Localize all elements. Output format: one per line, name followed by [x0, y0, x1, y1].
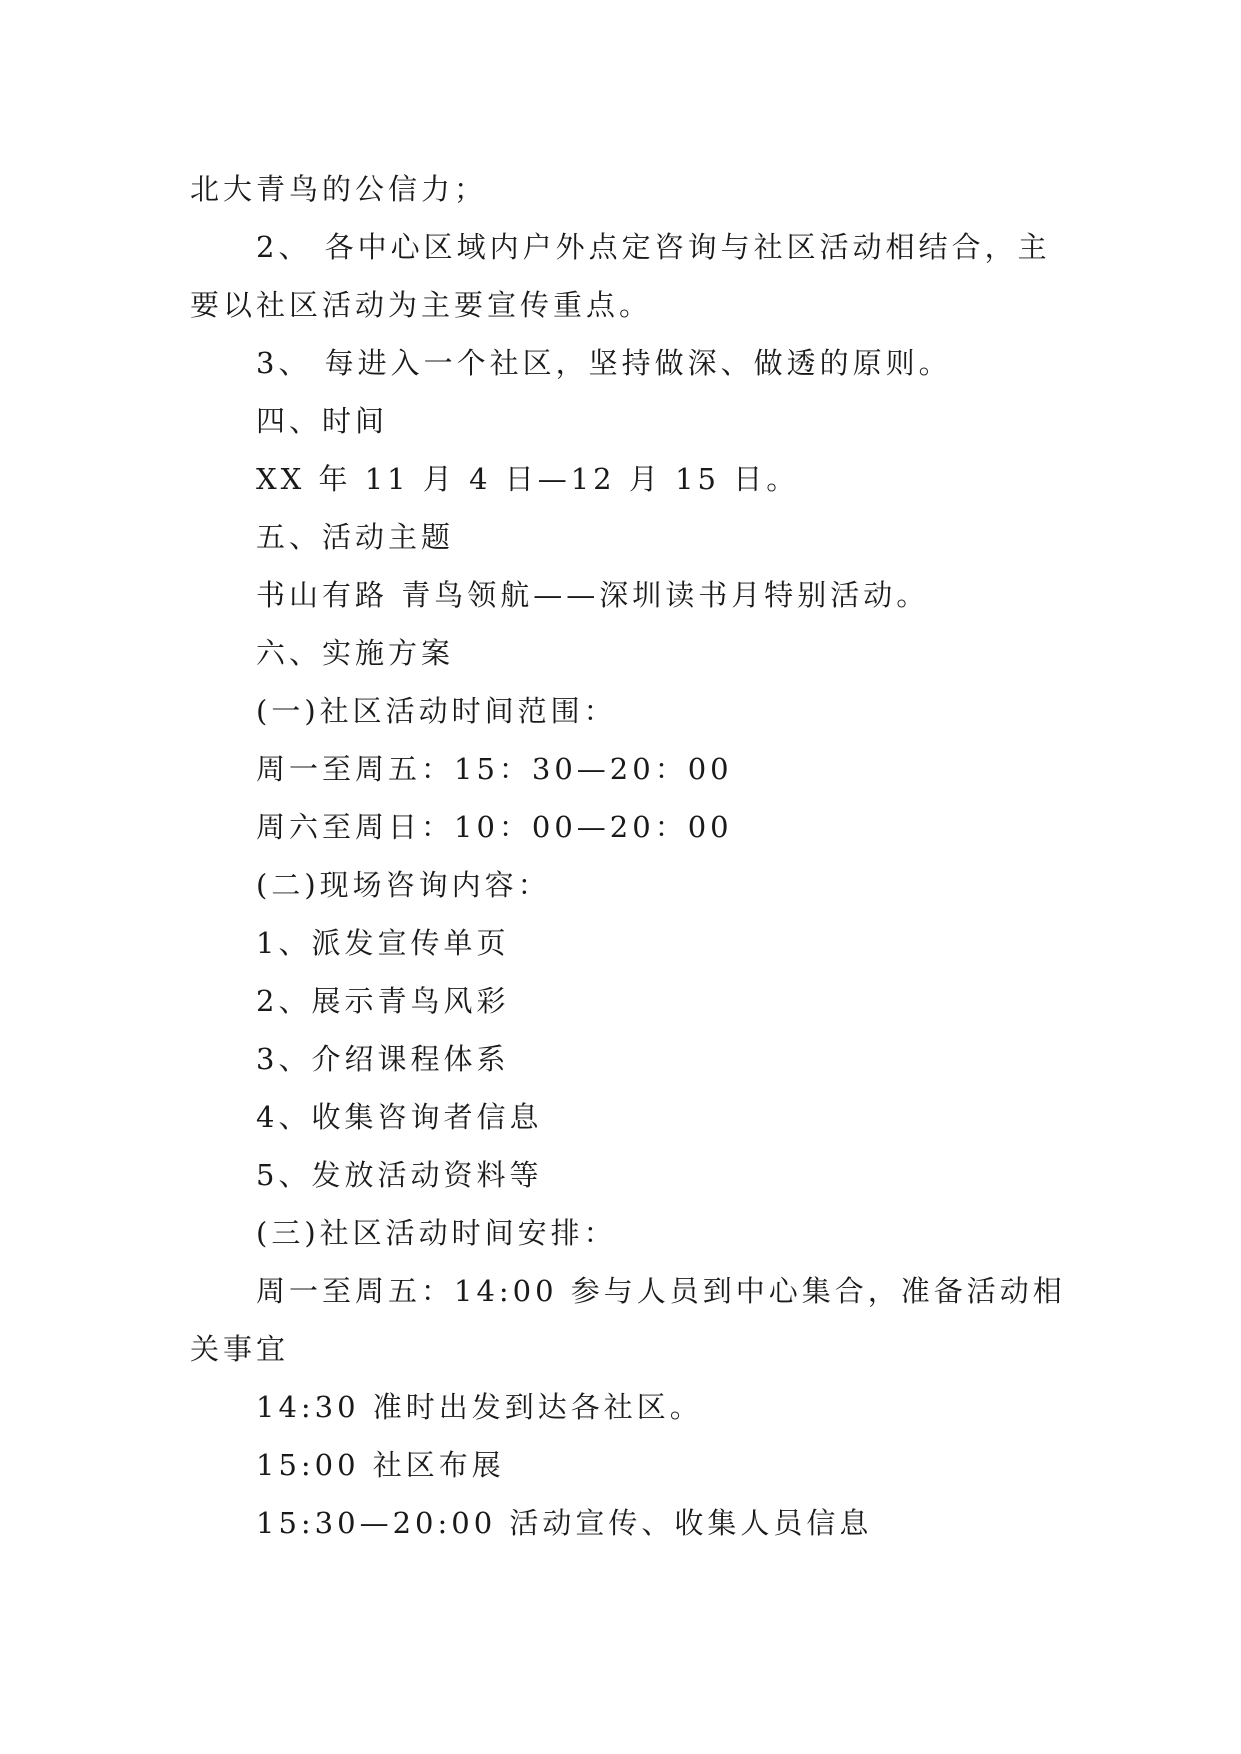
list-item: 2、展示青鸟风彩: [256, 984, 510, 1018]
list-item: 3、介绍课程体系: [256, 1042, 510, 1076]
text-line: 周六至周日：10：00—20：00: [256, 810, 733, 844]
section-heading: 五、活动主题: [256, 520, 455, 554]
subsection-heading: (二)现场咨询内容：: [256, 868, 551, 902]
text-line: 14:30 准时出发到达各社区。: [256, 1390, 703, 1424]
list-item: 1、派发宣传单页: [256, 926, 510, 960]
text-line: 周一至周五：15：30—20：00: [256, 752, 733, 786]
section-heading: 四、时间: [256, 404, 389, 438]
text-line: 周一至周五：14:00 参与人员到中心集合，准备活动相: [256, 1274, 1066, 1308]
subsection-heading: (一)社区活动时间范围：: [256, 694, 617, 728]
text-line: 15:00 社区布展: [256, 1448, 505, 1482]
document-body: [190, 160, 1066, 1552]
text-line: 书山有路 青鸟领航——深圳读书月特别活动。: [256, 578, 930, 612]
text-line: 2、 各中心区域内户外点定咨询与社区活动相结合，主: [256, 230, 1051, 264]
section-heading: 六、实施方案: [256, 636, 455, 670]
text-line: 要以社区活动为主要宣传重点。: [190, 288, 653, 322]
subsection-heading: (三)社区活动时间安排：: [256, 1216, 617, 1250]
list-item: 5、发放活动资料等: [256, 1158, 543, 1192]
text-line: 15:30—20:00 活动宣传、收集人员信息: [256, 1506, 873, 1540]
text-line: 北大青鸟的公信力；: [190, 172, 488, 206]
text-line: XX 年 11 月 4 日—12 月 15 日。: [256, 462, 800, 496]
text-line: 关事宜: [190, 1332, 290, 1366]
text-line: 3、 每进入一个社区，坚持做深、做透的原则。: [256, 346, 952, 380]
list-item: 4、收集咨询者信息: [256, 1100, 543, 1134]
